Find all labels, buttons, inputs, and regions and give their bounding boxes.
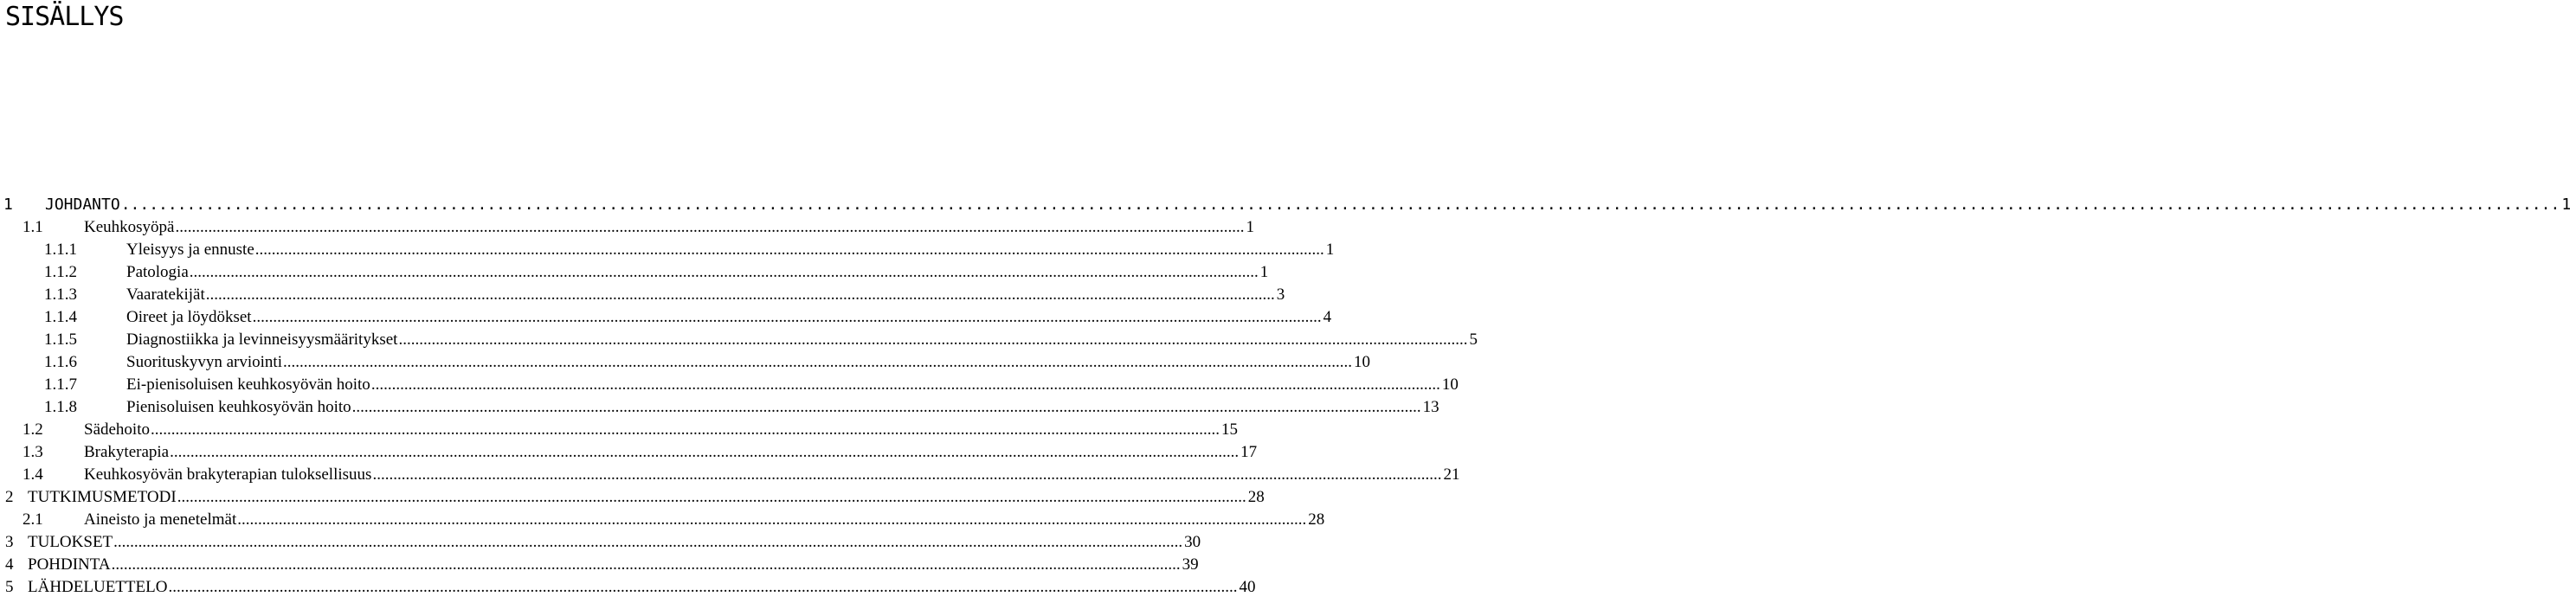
toc-number: 1.4 — [23, 465, 43, 484]
toc-entry-1-1-4[interactable] — [0, 306, 1332, 329]
toc-number: 1 — [3, 196, 13, 214]
toc-number: 1.1.1 — [44, 241, 77, 259]
toc-number: 1.1.4 — [44, 308, 77, 326]
toc-title: Sädehoito — [84, 420, 150, 439]
toc-page: 1 — [2561, 196, 2572, 214]
toc-title: TUTKIMUSMETODI — [28, 488, 177, 506]
toc-title: Suorituskyvyn arviointi — [126, 353, 282, 371]
toc-title: Keuhkosyöpä — [84, 218, 175, 236]
toc-leader: .................................................................................................................................................................................................................................................................... — [151, 420, 1220, 439]
toc-title: POHDINTA — [28, 555, 111, 574]
toc-title: Patologia — [126, 263, 189, 281]
toc-page: 28 — [1247, 488, 1265, 506]
toc-title: Keuhkosyövän brakyterapian tuloksellisuus — [84, 465, 372, 484]
toc-number: 2 — [5, 488, 14, 506]
toc-entry-3[interactable] — [0, 531, 1201, 554]
toc-number: 1.1.7 — [44, 375, 77, 394]
toc-leader: .................................................................................................................................................................................................................................................................... — [282, 353, 1352, 371]
toc-entry-1-1-3[interactable] — [0, 284, 1285, 306]
toc-page: 13 — [1422, 398, 1439, 416]
toc-title: Diagnostiikka ja levinneisyysmääritykset — [126, 330, 398, 349]
toc-number: 1.1.6 — [44, 353, 77, 371]
toc-number: 1.2 — [23, 420, 43, 439]
toc-page: 10 — [1441, 375, 1459, 394]
toc-page: 40 — [1239, 578, 1256, 596]
toc-page: 17 — [1240, 443, 1258, 461]
toc-page: 39 — [1182, 555, 1199, 574]
toc-leader: .................................................................................................................................................................................................................................................................... — [111, 555, 1181, 574]
toc-number: 1.3 — [23, 443, 43, 461]
toc-entry-4[interactable] — [0, 554, 1199, 576]
toc-leader: .................................................................................................................................................................................................................................................................... — [252, 308, 1322, 326]
toc-leader: .................................................................................................................................................................................................................................................................... — [205, 286, 1275, 304]
toc-number: 1.1.8 — [44, 398, 77, 416]
toc-title: Aineisto ja menetelmät — [84, 510, 237, 529]
toc-page: 1 — [1259, 263, 1269, 281]
toc-number: 2.1 — [23, 510, 43, 529]
toc-leader: .................................................................................................................................................................................................................................................................... — [177, 488, 1246, 506]
toc-entry-2[interactable] — [0, 486, 1265, 509]
toc-page: 5 — [1469, 330, 1478, 349]
toc-leader: .................................................................................................................................................................................................................................................................... — [254, 241, 1324, 259]
toc-leader: .................................................................................................................................................................................................................................................................... — [370, 375, 1440, 394]
toc-leader: .................................................................................................................................................................................................................................................................... — [120, 196, 2560, 214]
toc-page: 10 — [1353, 353, 1370, 371]
toc-leader: .................................................................................................................................................................................................................................................................... — [398, 330, 1468, 349]
toc-title: Vaaratekijät — [126, 286, 205, 304]
toc-number: 1.1.5 — [44, 330, 77, 349]
toc-heading: SISÄLLYS — [5, 2, 124, 32]
toc-leader: .................................................................................................................................................................................................................................................................... — [372, 465, 1442, 484]
toc-entry-1-3[interactable] — [0, 441, 1258, 464]
toc-entry-2-1[interactable] — [0, 509, 1325, 531]
toc-entry-1-1-2[interactable] — [0, 261, 1269, 284]
toc-title: Oireet ja löydökset — [126, 308, 252, 326]
toc-leader: .................................................................................................................................................................................................................................................................... — [175, 218, 1245, 236]
toc-leader: .................................................................................................................................................................................................................................................................... — [237, 510, 1307, 529]
toc-title: TULOKSET — [28, 533, 113, 551]
toc-title: Yleisyys ja ennuste — [126, 241, 254, 259]
toc-entry-1[interactable] — [0, 194, 2572, 216]
toc-page: 1 — [1325, 241, 1335, 259]
toc-leader: .................................................................................................................................................................................................................................................................... — [113, 533, 1183, 551]
toc-number: 4 — [5, 555, 14, 574]
toc-number: 1.1 — [23, 218, 43, 236]
toc-number: 3 — [5, 533, 14, 551]
toc-page: 30 — [1184, 533, 1201, 551]
toc-entry-1-4[interactable] — [0, 464, 1460, 486]
toc-entry-1-1-1[interactable] — [0, 239, 1335, 261]
toc-title: Brakyterapia — [84, 443, 170, 461]
toc-number: 5 — [5, 578, 14, 596]
toc-number: 1.1.3 — [44, 286, 77, 304]
toc-leader: .................................................................................................................................................................................................................................................................... — [189, 263, 1259, 281]
toc-page: 21 — [1443, 465, 1460, 484]
toc-title: JOHDANTO — [45, 196, 120, 214]
toc-page: 15 — [1221, 420, 1238, 439]
toc-title: LÄHDELUETTELO — [28, 578, 168, 596]
toc-number: 1.1.2 — [44, 263, 77, 281]
toc-leader: .................................................................................................................................................................................................................................................................... — [170, 443, 1240, 461]
toc-title: Pienisoluisen keuhkosyövän hoito — [126, 398, 351, 416]
toc-entry-5[interactable] — [0, 576, 1256, 599]
toc-entry-1-1-5[interactable] — [0, 329, 1478, 351]
toc-page: 28 — [1308, 510, 1325, 529]
toc-leader: .................................................................................................................................................................................................................................................................... — [168, 578, 1238, 596]
toc-entry-1-1[interactable] — [0, 216, 1254, 239]
toc-title: Ei-pienisoluisen keuhkosyövän hoito — [126, 375, 370, 394]
toc-page: 1 — [1246, 218, 1254, 236]
toc-page: 3 — [1276, 286, 1285, 304]
toc-entry-1-1-6[interactable] — [0, 351, 1370, 374]
toc-leader: .................................................................................................................................................................................................................................................................... — [351, 398, 1421, 416]
toc-entry-1-1-8[interactable] — [0, 396, 1439, 419]
table-of-contents — [0, 194, 2572, 599]
toc-entry-1-2[interactable] — [0, 419, 1238, 441]
toc-entry-1-1-7[interactable] — [0, 374, 1459, 396]
toc-page: 4 — [1323, 308, 1332, 326]
